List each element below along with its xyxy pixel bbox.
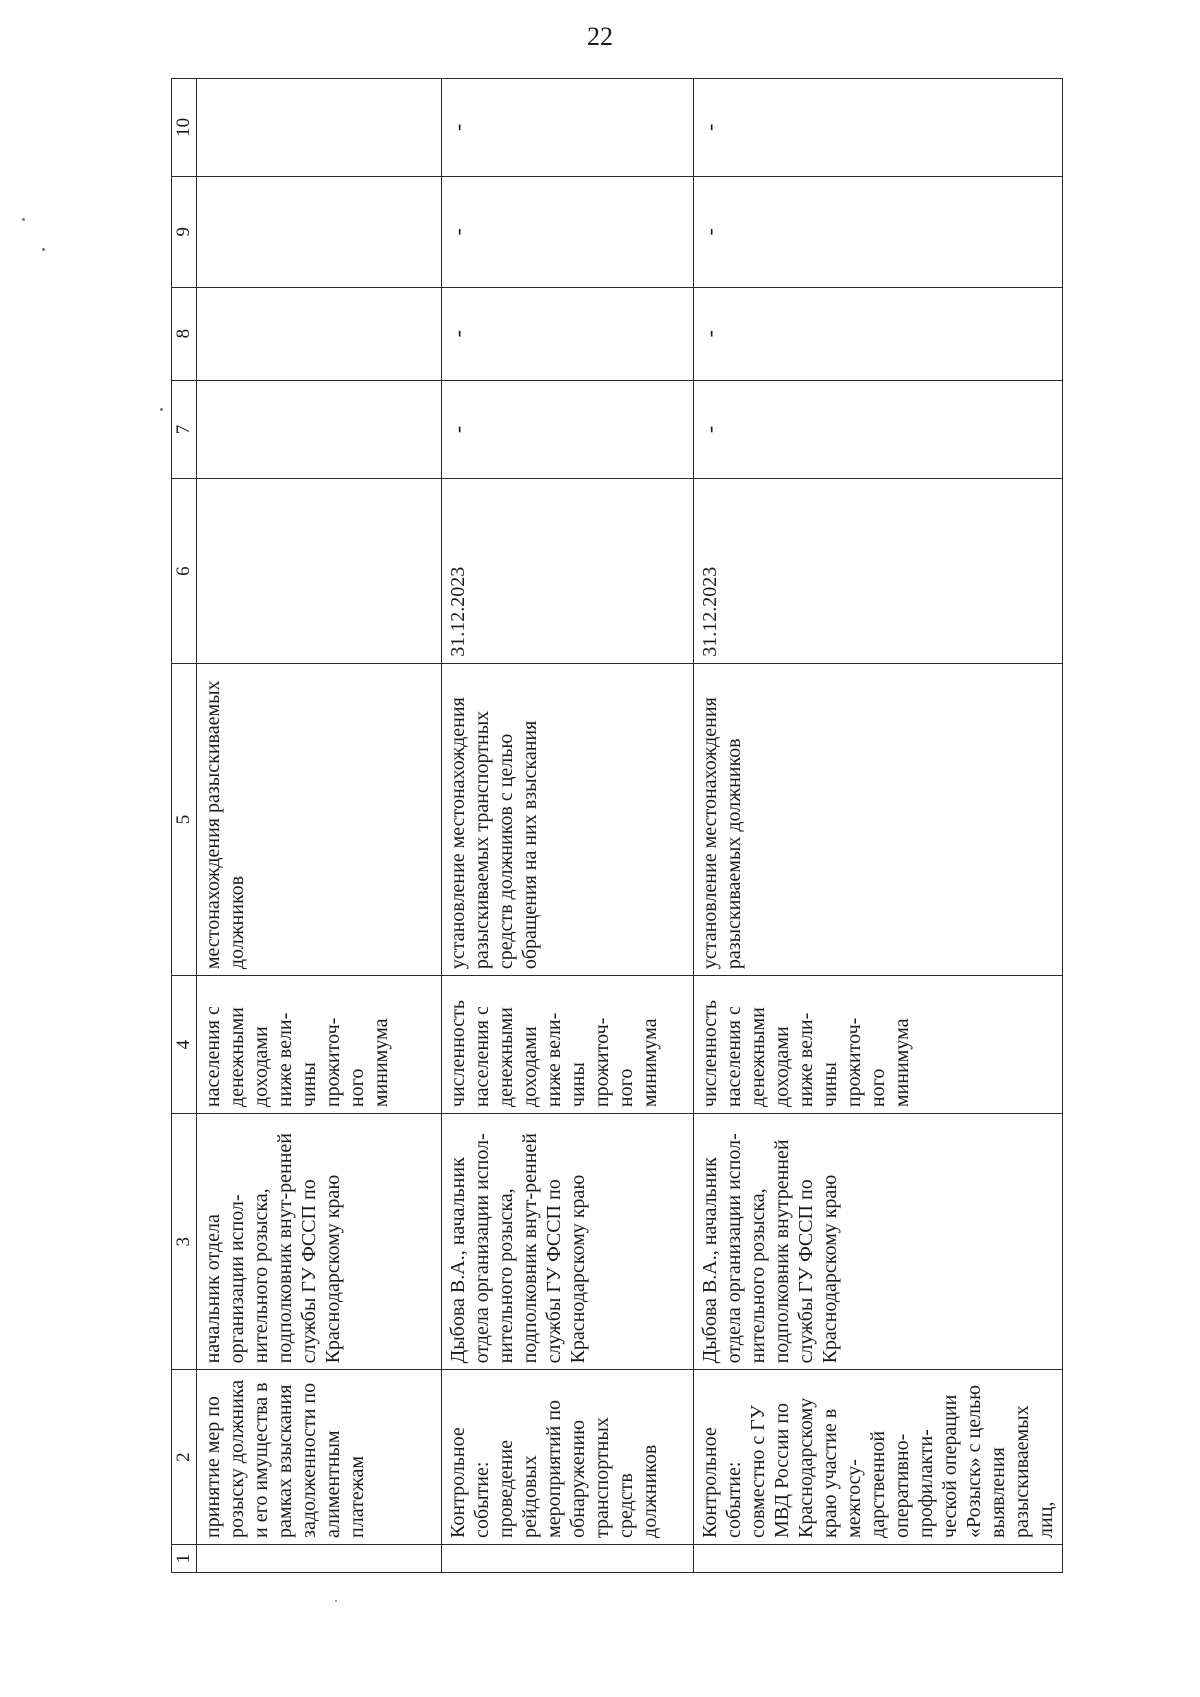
row2-col9: - (442, 176, 694, 287)
header-cell-8: 8 (172, 287, 197, 380)
header-cell-5: 5 (172, 663, 197, 975)
row2-col10: - (442, 79, 694, 177)
row3-date: 31.12.2023 (694, 479, 1063, 663)
row3-responsible: Дыбова В.А., начальник отдела организации испол-нительного розыска, подполковник внутренней службы ГУ ФССП по Краснодарскому краю (694, 1114, 1063, 1370)
row1-col1 (197, 1544, 442, 1572)
header-cell-4: 4 (172, 976, 197, 1114)
row3-col8: - (694, 287, 1063, 380)
row3-col1 (694, 1544, 1063, 1572)
scan-speck (160, 408, 163, 411)
row3-col7: - (694, 380, 1063, 479)
table-row (442, 79, 694, 1573)
row2-result: установление местонахождения разыскиваемых транспортных средств должников с целью обращения на них взыскания (442, 663, 694, 975)
header-cell-10: 10 (172, 79, 197, 177)
scan-speck (22, 218, 25, 221)
row1-col8 (197, 287, 442, 380)
row2-col8: - (442, 287, 694, 380)
row1-col7 (197, 380, 442, 479)
table-header-row (172, 79, 197, 1573)
scan-speck (42, 248, 45, 251)
row2-col7: - (442, 380, 694, 479)
row3-event: Контрольное событие: совместно с ГУ МВД России по Краснодарскому краю участие в межгосу-дарственной оперативно-профилакти-ческой операции «Розыск» с целью выявления разыскиваемых лиц, (694, 1370, 1063, 1545)
scan-speck (335, 1600, 337, 1602)
row1-col9 (197, 176, 442, 287)
row2-col1 (442, 1544, 694, 1572)
row3-result: установление местонахождения разыскиваемых должников (694, 663, 1063, 975)
row1-event: принятие мер по розыску должника и его имущества в рамках взыскания задолженности по алиментным платежам (197, 1370, 442, 1545)
header-cell-1: 1 (172, 1544, 197, 1572)
header-cell-7: 7 (172, 380, 197, 479)
row3-col10: - (694, 79, 1063, 177)
plan-table (171, 78, 1063, 1573)
table-row (694, 79, 1063, 1573)
row1-responsible: начальник отдела организации испол-нительного розыска, подполковник внут-ренней службы ГУ ФССП по Краснодарскому краю (197, 1114, 442, 1370)
row2-event: Контрольное событие: проведение рейдовых мероприятий по обнаружению транспортных средств должников (442, 1370, 694, 1545)
page-number: 22 (587, 22, 613, 51)
row1-date (197, 479, 442, 663)
rotated-table-container (171, 78, 1056, 1573)
row3-col9: - (694, 176, 1063, 287)
row2-responsible: Дыбова В.А., начальник отдела организации испол-нительного розыска, подполковник внут-ренней службы ГУ ФССП по Краснодарскому краю (442, 1114, 694, 1370)
row3-indicator: численность населения с денежными доходами ниже вели-чины прожиточ-ного минимума (694, 976, 1063, 1114)
row2-date: 31.12.2023 (442, 479, 694, 663)
row2-indicator: численность населения с денежными доходами ниже вели-чины прожиточ-ного минимума (442, 976, 694, 1114)
header-cell-3: 3 (172, 1114, 197, 1370)
header-cell-2: 2 (172, 1370, 197, 1545)
row1-result: местонахождения разыскиваемых должников (197, 663, 442, 975)
row1-indicator: населения с денежными доходами ниже вели-чины прожиточ-ного минимума (197, 976, 442, 1114)
header-cell-9: 9 (172, 176, 197, 287)
header-cell-6: 6 (172, 479, 197, 663)
row1-col10 (197, 79, 442, 177)
table-row (197, 79, 442, 1573)
